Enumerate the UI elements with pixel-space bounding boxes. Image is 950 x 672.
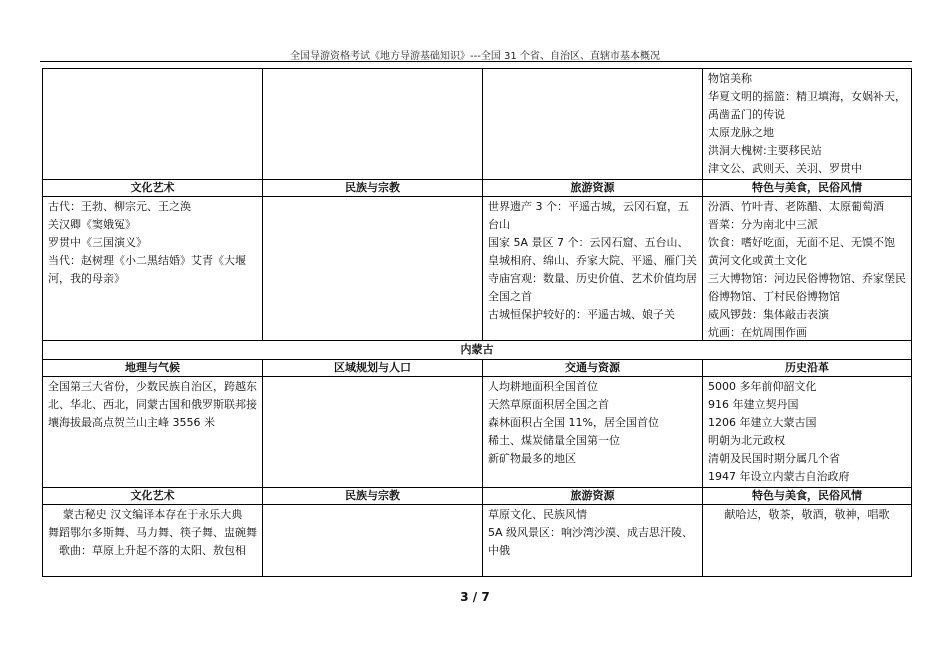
table-header-row: [43, 180, 912, 197]
header-traffic-resources: 交通与资源: [483, 360, 703, 377]
cell-line: 当代：赵树理《小二黑结婚》艾青《大堰河，我的母亲》: [48, 254, 246, 285]
cell-line: 洪洞大槐树:主要移民站: [708, 144, 822, 157]
cell-line: 5A 级风景区：响沙湾沙漠、成吉思汗陵、中俄: [488, 526, 694, 557]
table-header-row: [43, 360, 912, 377]
cell-line: 新矿物最多的地区: [488, 452, 576, 465]
cell-line: 寺庙宫观：数量、历史价值、艺术价值均居全国之首: [488, 272, 697, 303]
page-number: 3 / 7: [460, 590, 490, 604]
cell-line: 蒙古秘史 汉文编译本存在于永乐大典: [62, 508, 243, 521]
cell-shanxi-continued: [703, 69, 912, 180]
cell-line: 炕画：在炕周围作画: [708, 326, 807, 338]
cell-line: 关汉卿《窦娥冤》: [48, 218, 136, 231]
cell-line: 人均耕地面积全国首位: [488, 380, 598, 393]
cell-ethnic-religion: [263, 505, 483, 577]
cell-empty: [43, 69, 263, 180]
cell-line: 献哈达，敬茶，敬酒，敬神，唱歌: [724, 508, 890, 521]
cell-line: 威风锣鼓：集体敲击表演: [708, 308, 829, 321]
table-row: [43, 69, 912, 180]
cell-line: 5000 多年前仰韶文化: [708, 380, 817, 393]
header-ethnic-religion: 民族与宗教: [263, 180, 483, 197]
cell-line: 国家 5A 景区 7 个：云冈石窟、五台山、皇城相府、绵山、乔家大院、平遥、雁门关: [488, 236, 697, 267]
cell-line: 汾酒、竹叶青、老陈醋、太原葡萄酒: [708, 200, 884, 213]
cell-line: 明朝为北元政权: [708, 434, 785, 447]
header-culture: 文化艺术: [43, 180, 263, 197]
cell-region-population: [263, 377, 483, 488]
cell-line: 世界遗产 3 个：平遥古城，云冈石窟，五台山: [488, 200, 689, 231]
header-rule: [40, 61, 912, 62]
cell-customs-food: [703, 197, 912, 341]
cell-line: 华夏文明的摇篮：精卫填海，女娲补天，禹凿孟门的传说: [708, 90, 906, 121]
cell-line: 古代：王勃、柳宗元、王之涣: [48, 200, 191, 213]
header-history: 历史沿革: [703, 360, 912, 377]
cell-ethnic-religion: [263, 197, 483, 341]
header-geography-climate: 地理与气候: [43, 360, 263, 377]
cell-tourism: [483, 197, 703, 341]
cell-line: 晋菜：分为南北中三派: [708, 218, 818, 231]
cell-line: 1947 年设立内蒙古自治政府: [708, 470, 850, 483]
cell-traffic-resources: [483, 377, 703, 488]
cell-line: 黄河文化或黄土文化: [708, 254, 807, 267]
cell-tourism: [483, 505, 703, 577]
cell-line: 天然草原面积居全国之首: [488, 398, 609, 411]
table-row: [43, 197, 912, 341]
cell-line: 歌曲：草原上升起不落的太阳、敖包相: [59, 544, 246, 557]
table-row: [43, 377, 912, 488]
cell-line: 古城恒保护较好的：平遥古城、娘子关: [488, 308, 675, 321]
cell-line: 森林面积占全国 11%，居全国首位: [488, 416, 659, 429]
region-row: [43, 341, 912, 360]
cell-line: 稀土、煤炭储量全国第一位: [488, 434, 620, 447]
header-culture: 文化艺术: [43, 488, 263, 505]
header-ethnic-religion: 民族与宗教: [263, 488, 483, 505]
header-customs-food: 特色与美食，民俗风情: [703, 488, 912, 505]
cell-line: 清朝及民国时期分属几个省: [708, 452, 840, 465]
region-title: 内蒙古: [43, 341, 912, 360]
cell-customs-food: [703, 505, 912, 577]
header-tourism: 旅游资源: [483, 180, 703, 197]
cell-geography-climate: [43, 377, 263, 488]
cell-line: 物馆美称: [708, 72, 752, 85]
cell-line: 1206 年建立大蒙古国: [708, 416, 817, 429]
cell-culture: [43, 197, 263, 341]
cell-line: 916 年建立契丹国: [708, 398, 799, 411]
cell-line: 舞蹈鄂尔多斯舞、马力舞、筷子舞、盅碗舞: [48, 526, 257, 539]
cell-history: [703, 377, 912, 488]
header-tourism: 旅游资源: [483, 488, 703, 505]
page-header: 全国导游资格考试《地方导游基础知识》---全国 31 个省、自治区、直辖市基本概况: [290, 51, 660, 62]
info-table: [42, 68, 912, 577]
cell-empty: [483, 69, 703, 180]
cell-line: 太原龙脉之地: [708, 126, 774, 139]
cell-line: 三大博物馆：河边民俗博物馆、乔家堡民俗博物馆、丁村民俗博物馆: [708, 272, 906, 303]
cell-line: 饮食：嗜好吃面，无面不足、无馍不饱: [708, 236, 895, 249]
cell-line: 草原文化、民族风情: [488, 508, 587, 521]
cell-empty: [263, 69, 483, 180]
cell-line: 罗贯中《三国演义》: [48, 236, 147, 249]
table-header-row: [43, 488, 912, 505]
cell-line: 全国第三大省份，少数民族自治区，跨越东北、华北、西北，同蒙古国和俄罗斯联邦接壤海拔最高点贺兰山主峰 3556 米: [48, 380, 257, 429]
header-region-population: 区域规划与人口: [263, 360, 483, 377]
cell-line: 津文公、武则天、关羽、罗贯中: [708, 162, 862, 175]
cell-culture: [43, 505, 263, 577]
table-row: [43, 505, 912, 577]
header-customs-food: 特色与美食，民俗风情: [703, 180, 912, 197]
